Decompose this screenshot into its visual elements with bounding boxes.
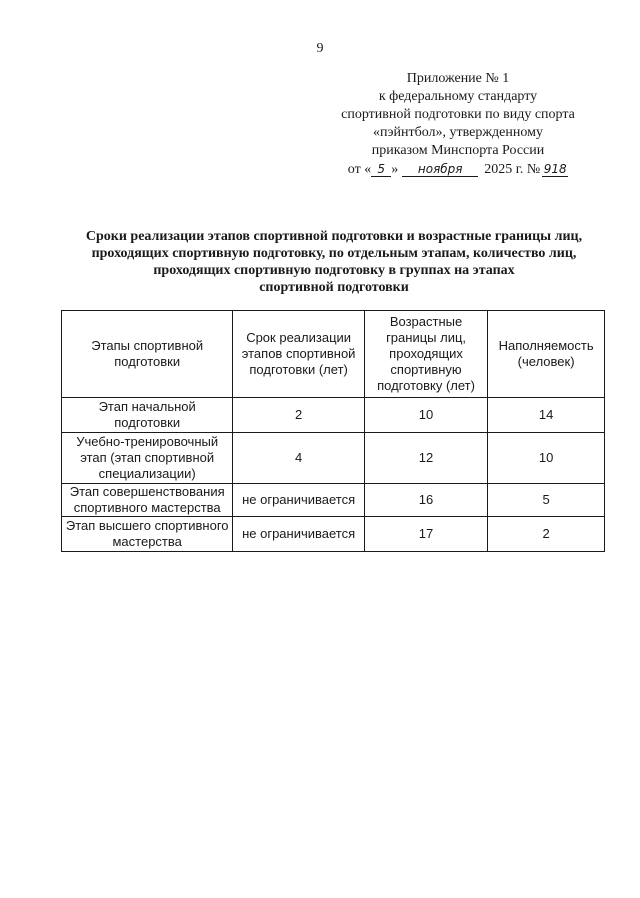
cell-stage: Учебно-тренировочный этап (этап спортивной специализации) <box>62 433 233 484</box>
cell-stage: Этап начальной подготовки <box>62 398 233 433</box>
order-month-handwritten: ноября <box>402 162 478 177</box>
order-prefix: от « <box>347 162 372 177</box>
page-number: 9 <box>316 41 324 56</box>
document-title <box>56 228 612 296</box>
cell-duration: 2 <box>233 398 364 433</box>
cell-age: 10 <box>364 398 487 433</box>
table-header-row <box>62 311 605 398</box>
appendix-line: «пэйнтбол», утвержденному <box>373 125 543 140</box>
stages-table <box>61 310 605 552</box>
order-number-handwritten: 918 <box>543 162 567 176</box>
header-group-size: Наполняемость (человек) <box>488 311 605 398</box>
cell-group-size: 5 <box>488 484 605 517</box>
appendix-block <box>330 70 586 179</box>
cell-duration: не ограничивается <box>233 517 364 552</box>
table-row <box>62 398 605 433</box>
cell-group-size: 2 <box>488 517 605 552</box>
cell-duration: не ограничивается <box>233 484 364 517</box>
table-row <box>62 484 605 517</box>
title-line: проходящих спортивную подготовку, по отдельным этапам, количество лиц, <box>91 246 577 261</box>
cell-age: 12 <box>364 433 487 484</box>
cell-duration: 4 <box>233 433 364 484</box>
order-year: 2025 г. № <box>484 162 541 177</box>
title-line: спортивной подготовки <box>259 280 409 295</box>
title-line: Сроки реализации этапов спортивной подготовки и возрастные границы лиц, <box>85 229 583 244</box>
cell-group-size: 10 <box>488 433 605 484</box>
table-row <box>62 517 605 552</box>
cell-group-size: 14 <box>488 398 605 433</box>
title-line: проходящих спортивную подготовку в группах на этапах <box>153 263 515 278</box>
cell-age: 17 <box>364 517 487 552</box>
appendix-line: Приложение № 1 <box>406 71 510 86</box>
cell-age: 16 <box>364 484 487 517</box>
order-mid: » <box>391 162 399 177</box>
cell-stage: Этап высшего спортивного мастерства <box>62 517 233 552</box>
header-stages: Этапы спортивной подготовки <box>62 311 233 398</box>
cell-stage: Этап совершенствования спортивного мастерства <box>62 484 233 517</box>
table-row <box>62 433 605 484</box>
appendix-line: к федеральному стандарту <box>378 89 538 104</box>
header-duration: Срок реализации этапов спортивной подготовки (лет) <box>233 311 364 398</box>
appendix-line: спортивной подготовки по виду спорта <box>341 107 575 122</box>
order-day-handwritten: 5 <box>371 162 391 177</box>
appendix-line: приказом Минспорта России <box>371 143 545 158</box>
order-reference <box>330 161 586 179</box>
header-age-limits: Возрастные границы лиц, проходящих спортивную подготовку (лет) <box>364 311 487 398</box>
